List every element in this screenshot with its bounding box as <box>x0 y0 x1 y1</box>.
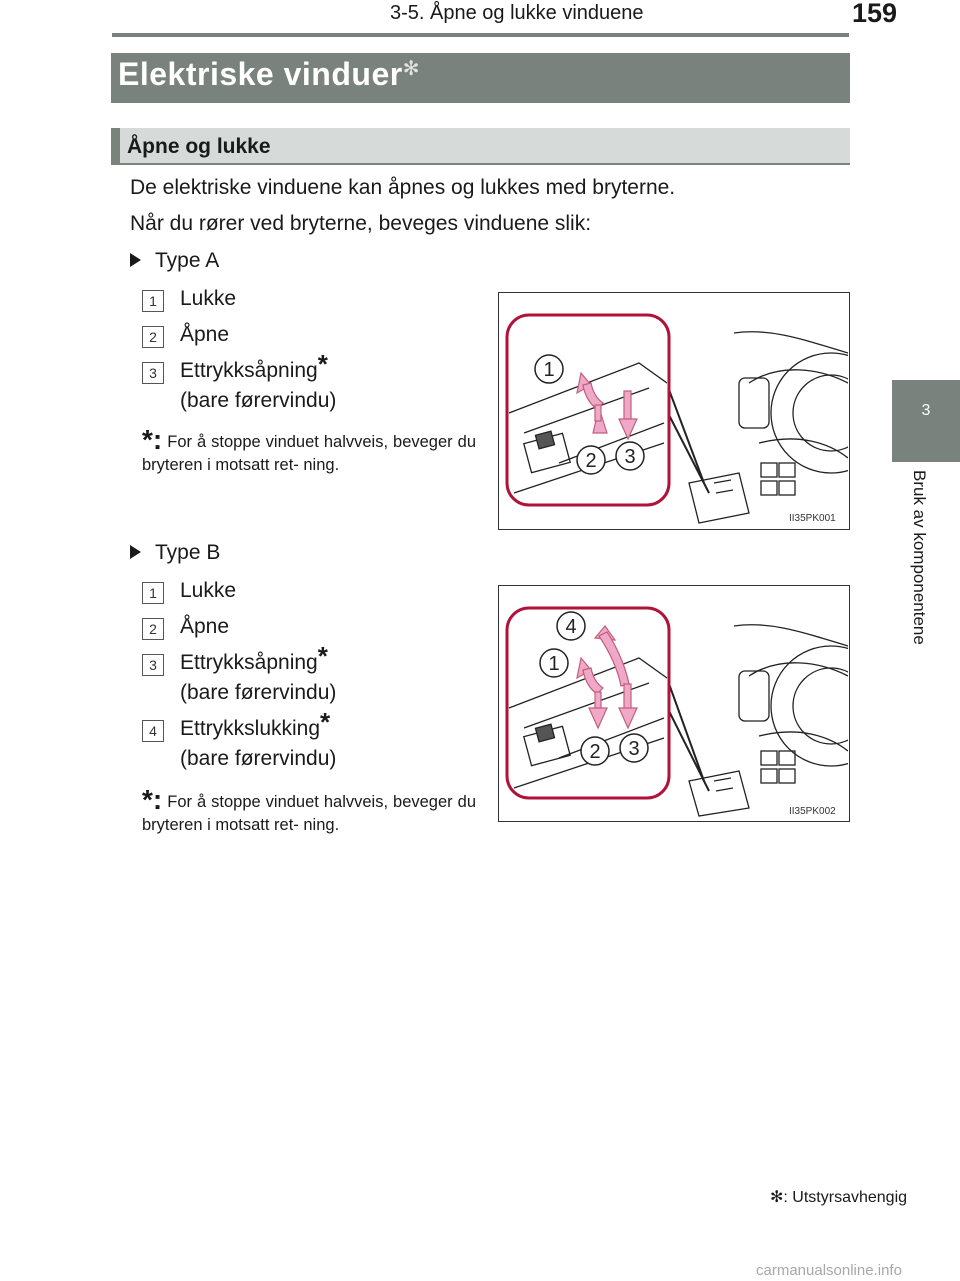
item-number: 2 <box>142 618 164 640</box>
callout-3: 3 <box>624 446 636 468</box>
item-text <box>180 641 337 708</box>
type-a-heading <box>130 249 219 273</box>
item-subtext: (bare førervindu) <box>180 681 337 704</box>
item-subtext: (bare førervindu) <box>180 389 337 412</box>
note-text: For å stoppe vinduet halvveis, beveger du bryteren i motsatt ret- ning. <box>142 433 476 474</box>
type-a-note <box>142 424 476 477</box>
note-marker: *: <box>142 784 163 815</box>
footnote-text: : Utstyrsavhengig <box>783 1189 908 1206</box>
header-rule <box>112 33 849 37</box>
figure-code: II35PK002 <box>789 806 836 817</box>
item-text-main: Ettrykkslukking <box>180 717 321 740</box>
item-text <box>180 707 337 774</box>
footnote-marker: ✻ <box>770 1189 784 1206</box>
callout-2: 2 <box>585 450 597 472</box>
intro-line-1: De elektriske vinduene kan åpnes og lukkes med bryterne. <box>130 176 676 199</box>
callout-1: 1 <box>543 359 555 381</box>
callout-1: 1 <box>548 653 560 675</box>
note-marker: *: <box>142 424 163 455</box>
callout-2: 2 <box>589 741 601 763</box>
asterisk-marker: * <box>320 707 331 737</box>
triangle-bullet-icon <box>130 253 141 267</box>
chapter-title-vertical <box>910 470 949 690</box>
equipment-marker: ✻ <box>402 58 420 80</box>
page-title-text: Elektriske vinduer <box>118 56 403 92</box>
item-text <box>180 349 337 416</box>
page-number: 159 <box>852 0 898 28</box>
subsection-title: Åpne og lukke <box>127 135 271 158</box>
figure-type-a <box>498 292 850 530</box>
switch-illustration-a <box>499 293 848 528</box>
callout-3: 3 <box>628 738 640 760</box>
item-subtext: (bare førervindu) <box>180 747 337 770</box>
asterisk-marker: * <box>317 349 328 379</box>
item-number: 4 <box>142 720 164 742</box>
asterisk-marker: * <box>317 641 328 671</box>
type-b-note <box>142 784 476 837</box>
item-number: 1 <box>142 582 164 604</box>
callout-4: 4 <box>565 616 577 638</box>
section-title: 3-5. Åpne og lukke vinduene <box>390 2 644 24</box>
item-text-main: Ettrykksåpning <box>180 651 318 674</box>
note-text: For å stoppe vinduet halvveis, beveger du bryteren i motsatt ret- ning. <box>142 793 476 834</box>
item-text-main: Ettrykksåpning <box>180 359 318 382</box>
chapter-number: 3 <box>921 402 931 419</box>
item-number: 3 <box>142 654 164 676</box>
watermark: carmanualsonline.info <box>756 1262 902 1279</box>
item-number: 3 <box>142 362 164 384</box>
intro-line-2: Når du rører ved bryterne, beveges vinduene slik: <box>130 212 592 235</box>
switch-illustration-b <box>499 586 848 820</box>
page-title <box>118 56 420 93</box>
subsection-rule <box>111 163 850 165</box>
figure-code: II35PK001 <box>789 513 836 524</box>
chapter-tab <box>892 380 960 462</box>
item-number: 2 <box>142 326 164 348</box>
type-b-label: Type B <box>155 541 221 564</box>
type-b-heading <box>130 541 220 565</box>
item-text: Lukke <box>180 287 237 310</box>
type-a-label: Type A <box>155 249 220 272</box>
item-number: 1 <box>142 290 164 312</box>
item-text: Åpne <box>180 323 230 346</box>
figure-type-b <box>498 585 850 822</box>
item-text: Lukke <box>180 579 237 602</box>
footnote <box>770 1187 907 1207</box>
item-text: Åpne <box>180 615 230 638</box>
triangle-bullet-icon <box>130 545 141 559</box>
chapter-title: Bruk av komponentene <box>910 470 929 645</box>
